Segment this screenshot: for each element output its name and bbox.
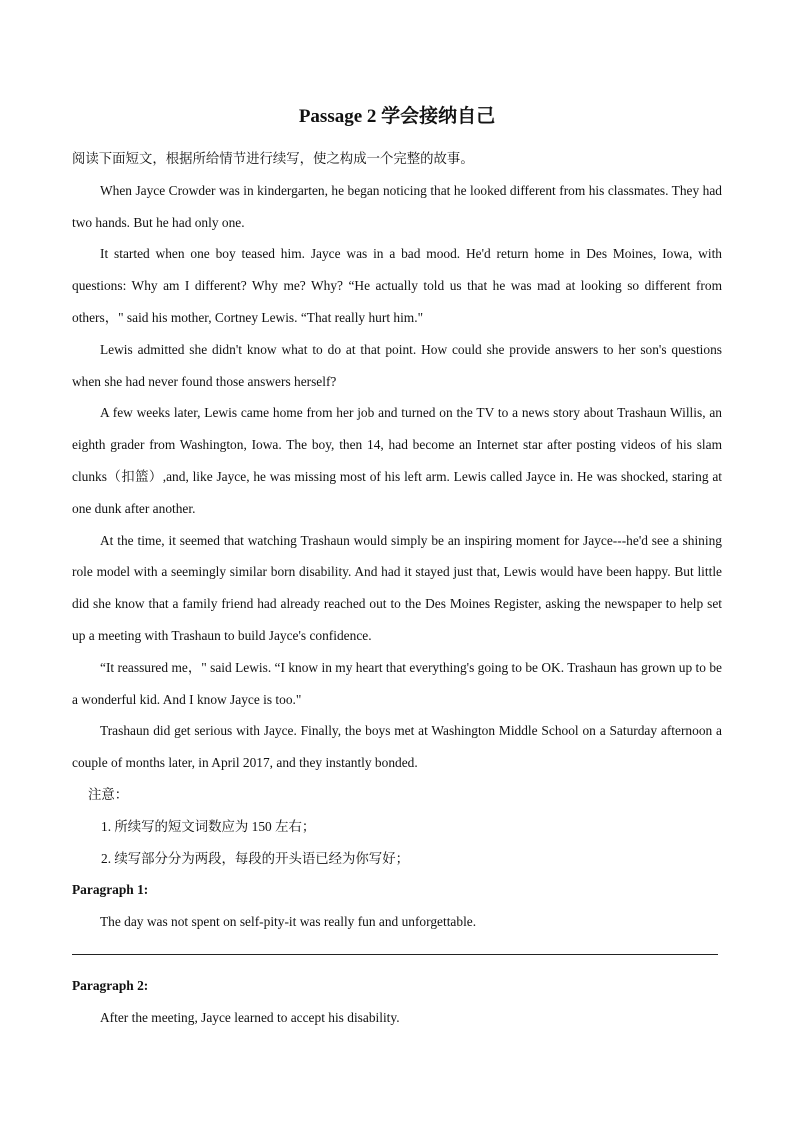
instruction-text: 阅读下面短文，根据所给情节进行续写，使之构成一个完整的故事。	[72, 151, 474, 166]
notes-item-2: 2. 续写部分分为两段，每段的开头语已经为你写好；	[101, 850, 409, 866]
story-paragraph-3: Lewis admitted she didn't know what to do at that point. How could she provide answers to her son's questions when she had never found those answers herself?	[72, 341, 722, 389]
story-paragraph-4: A few weeks later, Lewis came home from her job and turned on the TV to a news story about Trashaun Willis, an eighth grader from Washington, Iowa. The boy, then 14, had become an Internet star after posting videos of his slam clunks（扣篮）,and, like Jayce, he was missing most of his left arm. Lewis called Jayce in. He was shocked, staring at one dunk after another.	[72, 405, 722, 516]
notes-item-1: 1. 所续写的短文词数应为 150 左右；	[101, 818, 316, 834]
story-paragraph-6: “It reassured me，" said Lewis. “I know in my heart that everything's going to be OK. Trashaun has grown up to be a wonderful kid. And I know Jayce is too."	[72, 659, 722, 707]
paragraph-2-opening: After the meeting, Jayce learned to accept his disability.	[100, 1009, 400, 1025]
notes-heading: 注意：	[88, 786, 129, 802]
story-paragraph-2: It started when one boy teased him. Jayce was in a bad mood. He'd return home in Des Moines, Iowa, with questions: Why am I different? Why me? Why? “He actually told us that he was mad at looking so different from others，" said his mother, Cortney Lewis. “That really hurt him."	[72, 246, 722, 325]
story-paragraph-1: When Jayce Crowder was in kindergarten, he began noticing that he looked different from his classmates. They had two hands. But he had only one.	[72, 182, 722, 230]
writing-line	[72, 938, 722, 970]
story-paragraph-5: At the time, it seemed that watching Trashaun would simply be an inspiring moment for Jayce---he'd see a shining role model with a seemingly similar born disability. And had it stayed just that, Lewis would have been happy. But little did she know that a family friend had already reached out to the Des Moines Register, asking the newspaper to help set up a meeting with Trashaun to build Jayce's confidence.	[72, 532, 722, 643]
document-body	[72, 143, 722, 1034]
paragraph-1-opening: The day was not spent on self-pity-it was really fun and unforgettable.	[100, 914, 477, 930]
paragraph-2-label: Paragraph 2:	[72, 977, 149, 993]
story-paragraph-7: Trashaun did get serious with Jayce. Finally, the boys met at Washington Middle School on a Saturday afternoon a couple of months later, in April 2017, and they instantly bonded.	[72, 723, 722, 771]
page-title: Passage 2 学会接纳自己	[298, 106, 496, 127]
paragraph-1-label: Paragraph 1:	[72, 882, 149, 898]
